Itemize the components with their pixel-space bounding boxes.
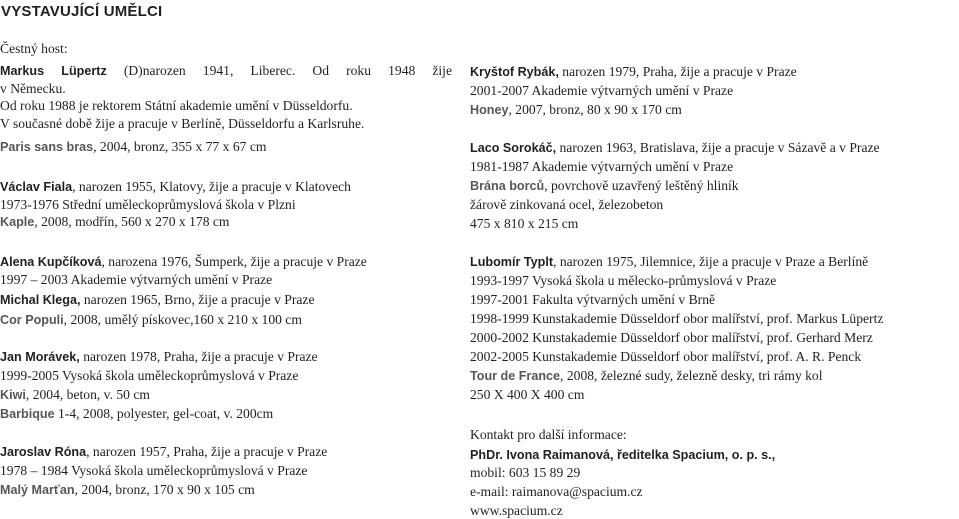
rona-study: 1978 – 1984 Vysoká škola uměleckoprůmyslová v Praze xyxy=(0,463,308,478)
lupertz-bio-line-1: Markus Lüpertz (D)narozen 1941, Liberec. Od roku 1948 žije xyxy=(0,63,452,78)
sorokac-bio: Laco Sorokáč, narozen 1963, Bratislava, žije a pracuje v Sázavě a v Praze xyxy=(470,140,880,155)
lupertz-bio-line-3: Od roku 1988 je rektorem Státní akademie umění v Düsseldorfu. xyxy=(0,98,353,113)
work-title-kiwi: Kiwi xyxy=(0,388,26,402)
artist-name-typlt: Lubomír Typlt xyxy=(470,255,554,269)
work-title-brana-borcu: Brána borců xyxy=(470,179,545,193)
artist-name-lupertz: Markus Lüpertz xyxy=(0,64,107,78)
honorary-guest-label: Čestný host: xyxy=(0,41,68,56)
sorokac-work: Brána borců, povrchově uzavřený leštěný hliník xyxy=(470,178,739,193)
contact-mobile: mobil: 603 15 89 29 xyxy=(470,465,581,480)
rybak-work: Honey, 2007, bronz, 80 x 90 x 170 cm xyxy=(470,102,682,117)
typlt-work: Tour de France, 2008, železné sudy, železně desky, tri rámy kol xyxy=(470,368,823,383)
typlt-bio: Lubomír Typlt, narozen 1975, Jilemnice, žije a pracuje v Praze a Berlíně xyxy=(470,254,869,269)
kupcikova-study: 1997 – 2003 Akademie výtvarných umění v Praze xyxy=(0,272,273,287)
work-title-barbique: Barbique xyxy=(0,407,55,421)
fiala-study: 1973-1976 Střední uměleckoprůmyslová škola v Plzni xyxy=(0,197,296,212)
contact-label: Kontakt pro další informace: xyxy=(470,427,627,442)
moravek-work-barbique: Barbique 1-4, 2008, polyester, gel-coat, v. 200cm xyxy=(0,406,274,421)
kupcikova-bio: Alena Kupčíková, narozena 1976, Šumperk, žije a pracuje v Praze xyxy=(0,254,367,269)
work-title-maly-martan: Malý Marťan xyxy=(0,483,75,497)
typlt-study-3: 1998-1999 Kunstakademie Düsseldorf obor malířství, prof. Markus Lüpertz xyxy=(470,311,884,326)
sorokac-study: 1981-1987 Akademie výtvarných umění v Praze xyxy=(470,159,734,174)
typlt-dimensions: 250 X 400 X 400 cm xyxy=(470,387,585,402)
artist-name-moravek: Jan Morávek, xyxy=(0,350,80,364)
rona-bio: Jaroslav Róna, narozen 1957, Praha, žije a pracuje v Praze xyxy=(0,444,328,459)
typlt-study-4: 2000-2002 Kunstakademie Düsseldorf obor malířství, prof. Gerhard Merz xyxy=(470,330,873,345)
work-title-tour-de-france: Tour de France xyxy=(470,369,561,383)
artist-name-klega: Michal Klega, xyxy=(0,293,81,307)
typlt-study-5: 2002-2005 Kunstakademie Düsseldorf obor malířství, prof. A. R. Penck xyxy=(470,349,862,364)
artist-name-sorokac: Laco Sorokáč, xyxy=(470,141,557,155)
work-title-honey: Honey xyxy=(470,103,509,117)
fiala-bio: Václav Fiala, narozen 1955, Klatovy, žije a pracuje v Klatovech xyxy=(0,179,351,194)
contact-email: e-mail: raimanova@spacium.cz xyxy=(470,484,643,499)
page-heading: VYSTAVUJÍCÍ UMĚLCI xyxy=(1,3,163,20)
work-title-cor-populi: Cor Populi xyxy=(0,313,64,327)
artist-name-kupcikova: Alena Kupčíková xyxy=(0,255,102,269)
artist-name-rybak: Kryštof Rybák, xyxy=(470,65,559,79)
moravek-bio: Jan Morávek, narozen 1978, Praha, žije a pracuje v Praze xyxy=(0,349,318,364)
sorokac-dimensions: 475 x 810 x 215 cm xyxy=(470,216,579,231)
contact-person: PhDr. Ivona Raimanová, ředitelka Spacium, o. p. s., xyxy=(470,448,776,462)
artist-name-fiala: Václav Fiala xyxy=(0,180,73,194)
lupertz-work: Paris sans bras, 2004, bronz, 355 x 77 x 67 cm xyxy=(0,139,267,154)
klega-bio: Michal Klega, narozen 1965, Brno, žije a pracuje v Praze xyxy=(0,292,315,307)
moravek-work-kiwi: Kiwi, 2004, beton, v. 50 cm xyxy=(0,387,150,402)
typlt-study-2: 1997-2001 Fakulta výtvarných umění v Brně xyxy=(470,292,716,307)
klega-work: Cor Populi, 2008, umělý pískovec,160 x 210 x 100 cm xyxy=(0,312,302,327)
rybak-bio: Kryštof Rybák, narozen 1979, Praha, žije a pracuje v Praze xyxy=(470,64,797,79)
work-title-kaple: Kaple xyxy=(0,215,35,229)
artist-name-rona: Jaroslav Róna xyxy=(0,445,87,459)
moravek-study: 1999-2005 Vysoká škola uměleckoprůmyslová v Praze xyxy=(0,368,299,383)
fiala-work: Kaple, 2008, modřín, 560 x 270 x 178 cm xyxy=(0,214,230,229)
rybak-study: 2001-2007 Akademie výtvarných umění v Praze xyxy=(470,83,734,98)
contact-website: www.spacium.cz xyxy=(470,503,563,518)
lupertz-bio-line-4: V současné době žije a pracuje v Berlíně, Düsseldorfu a Karlsruhe. xyxy=(0,116,365,131)
work-title-paris-sans-bras: Paris sans bras xyxy=(0,140,94,154)
lupertz-bio-line-2: v Německu. xyxy=(0,81,66,96)
sorokac-material: žárově zinkovaná ocel, železobeton xyxy=(470,197,664,212)
typlt-study-1: 1993-1997 Vysoká škola u mělecko-průmyslová v Praze xyxy=(470,273,777,288)
rona-work: Malý Marťan, 2004, bronz, 170 x 90 x 105 cm xyxy=(0,482,255,497)
